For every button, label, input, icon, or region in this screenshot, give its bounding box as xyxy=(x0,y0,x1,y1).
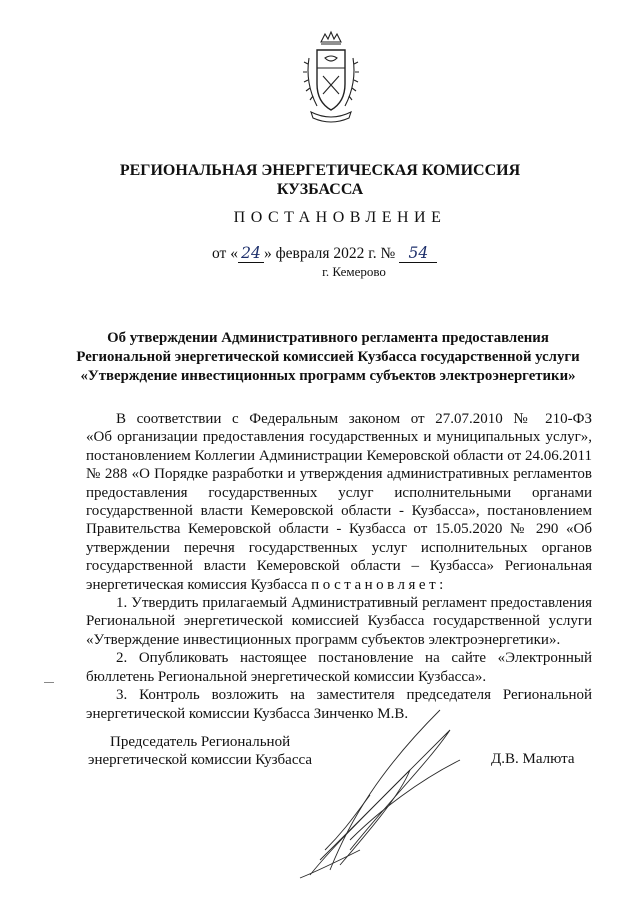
body-line: постановлением Коллегии Администрации Кемеровской области от 24.06.2011 xyxy=(86,447,592,464)
item-1 xyxy=(86,594,592,649)
body-line: № 288 «О Порядке разработки и утверждения административных регламентов xyxy=(86,466,592,483)
body-line: утверждении перечня государственных услуг исполнительных органов xyxy=(86,539,592,556)
body-line: «Об организации предоставления государственных и муниципальных услуг», xyxy=(86,429,592,446)
body-line: 2. Опубликовать настоящее постановление на сайте «Электронный xyxy=(116,650,592,667)
body-line: 1. Утвердить прилагаемый Административный регламент предоставления xyxy=(116,595,592,612)
signatory-position xyxy=(88,733,312,770)
body-line: бюллетень Региональной энергетической комиссии Кузбасса». xyxy=(86,668,487,685)
body-line: 3. Контроль возложить на заместителя председателя Региональной xyxy=(116,687,592,704)
body-line: Региональной энергетической комиссией Кузбасса государственной услуги xyxy=(86,613,592,630)
position-line: Председатель Региональной xyxy=(110,734,291,750)
signatory-name: Д.В. Малюта xyxy=(491,751,575,767)
body-line xyxy=(86,576,592,594)
handwritten-signature xyxy=(290,700,470,880)
document-title xyxy=(70,329,586,386)
body-line: энергетической комиссии Кузбасса Зинченко М.В. xyxy=(86,705,409,722)
title-line: «Утверждение инвестиционных программ субъектов электроэнергетики» xyxy=(80,368,576,384)
handwritten-number: 54 xyxy=(399,244,437,263)
city: г. Кемерово xyxy=(322,264,386,279)
handwritten-day: 24 xyxy=(238,244,264,263)
body-line: В соответствии с Федеральным законом от 27.07.2010 № 210-ФЗ xyxy=(116,411,592,427)
organization-name-line1: РЕГИОНАЛЬНАЯ ЭНЕРГЕТИЧЕСКАЯ КОМИССИЯ xyxy=(119,162,521,179)
date-middle: » февраля 2022 г. № xyxy=(263,245,396,262)
body-line: «Утверждение инвестиционных программ субъектов электроэнергетики». xyxy=(86,631,561,648)
organization-name-line2: КУЗБАССА xyxy=(276,181,364,198)
item-2 xyxy=(86,649,592,686)
coat-of-arms-icon xyxy=(299,28,363,128)
date-prefix: от « xyxy=(212,245,238,262)
document-body xyxy=(86,410,592,723)
margin-mark xyxy=(44,682,54,683)
body-line: Правительства Кемеровской области - Кузбасса от 15.05.2020 № 290 «Об xyxy=(86,521,592,538)
title-line: Региональной энергетической комиссией Кузбасса государственной услуги xyxy=(76,349,580,365)
body-line: государственной власти Кемеровской области – Кузбасса» Региональная xyxy=(86,558,592,575)
intro-paragraph xyxy=(86,410,592,594)
resolves-word: постановляет: xyxy=(311,576,447,593)
dateline xyxy=(212,244,437,263)
document-type: ПОСТАНОВЛЕНИЕ xyxy=(233,209,447,226)
intro-last-prefix: энергетическая комиссия Кузбасса xyxy=(86,576,308,593)
body-line: предоставления государственных услуг исполнительными органами xyxy=(86,484,592,501)
title-line: Об утверждении Административного регламента предоставления xyxy=(107,330,549,346)
position-line: энергетической комиссии Кузбасса xyxy=(88,752,312,769)
body-line: государственной власти Кемеровской области - Кузбасса», постановлением xyxy=(86,503,592,520)
